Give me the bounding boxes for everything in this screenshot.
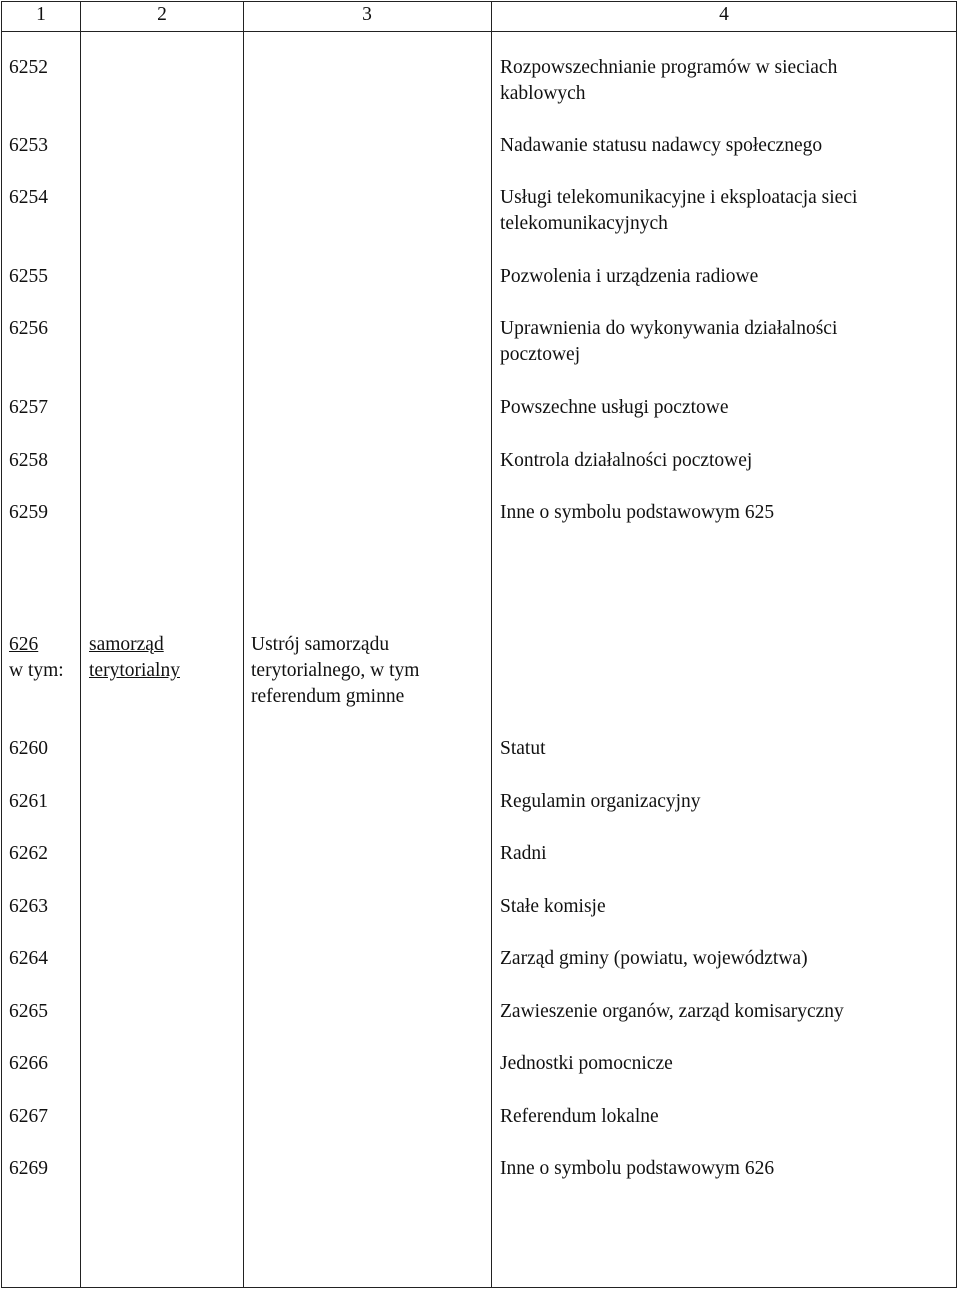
column-header-2: 2 xyxy=(157,4,167,25)
row-code: 6266 xyxy=(9,1053,48,1074)
row-description: Jednostki pomocnicze xyxy=(500,1053,673,1074)
row-description: Pozwolenia i urządzenia radiowe xyxy=(500,266,759,287)
row-description: Radni xyxy=(500,843,547,864)
column-divider-2 xyxy=(243,1,244,1288)
row-code: 6264 xyxy=(9,948,48,969)
row-code: 6256 xyxy=(9,318,48,339)
row-code: 6255 xyxy=(9,266,48,287)
column-header-3: 3 xyxy=(362,4,372,25)
row-code: 6257 xyxy=(9,397,48,418)
group-description: Ustrój samorządu terytorialnego, w tym referendum gminne xyxy=(251,634,420,707)
row-description: Inne o symbolu podstawowym 626 xyxy=(500,1158,775,1179)
row-code: 6269 xyxy=(9,1158,48,1179)
row-code: 6261 xyxy=(9,791,48,812)
row-description: Uprawnienia do wykonywania działalności pocztowej xyxy=(500,318,838,365)
group-category: samorząd terytorialny xyxy=(89,634,180,681)
row-code: 6260 xyxy=(9,738,48,759)
column-divider-1 xyxy=(80,1,81,1288)
column-header-4: 4 xyxy=(719,4,729,25)
row-description: Referendum lokalne xyxy=(500,1106,659,1127)
column-divider-3 xyxy=(491,1,492,1288)
row-description: Usługi telekomunikacyjne i eksploatacja sieci telekomunikacyjnych xyxy=(500,187,858,234)
row-code: 6258 xyxy=(9,450,48,471)
row-description: Inne o symbolu podstawowym 625 xyxy=(500,502,775,523)
group-qualifier: w tym: xyxy=(9,660,64,681)
row-code: 6265 xyxy=(9,1001,48,1022)
row-description: Zarząd gminy (powiatu, województwa) xyxy=(500,948,808,969)
row-description: Nadawanie statusu nadawcy społecznego xyxy=(500,135,823,156)
group-code: 626 xyxy=(9,634,39,655)
row-code: 6252 xyxy=(9,57,48,78)
row-code: 6263 xyxy=(9,896,48,917)
row-code: 6267 xyxy=(9,1106,48,1127)
row-description: Zawieszenie organów, zarząd komisaryczny xyxy=(500,1001,844,1022)
row-description: Kontrola działalności pocztowej xyxy=(500,450,753,471)
row-code: 6254 xyxy=(9,187,48,208)
row-code: 6253 xyxy=(9,135,48,156)
row-description: Powszechne usługi pocztowe xyxy=(500,397,729,418)
row-code: 6262 xyxy=(9,843,48,864)
row-description: Rozpowszechnianie programów w sieciach kablowych xyxy=(500,57,838,104)
row-description: Regulamin organizacyjny xyxy=(500,791,701,812)
row-description: Stałe komisje xyxy=(500,896,606,917)
column-header-1: 1 xyxy=(36,4,46,25)
row-code: 6259 xyxy=(9,502,48,523)
header-divider xyxy=(1,31,957,32)
row-description: Statut xyxy=(500,738,546,759)
